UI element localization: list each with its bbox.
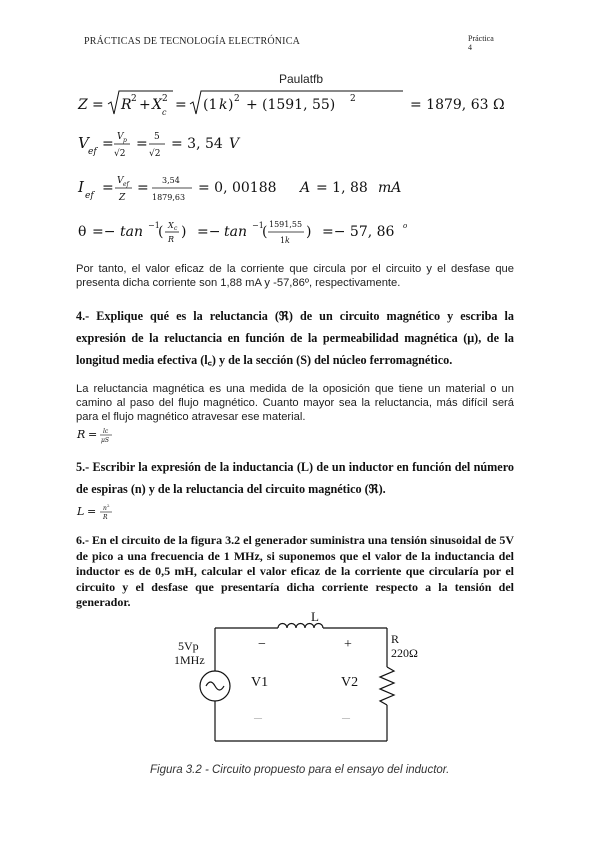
svg-text:A: A [300,180,311,196]
practice-label: Práctica [468,34,494,43]
formula-reluctance-graphic [76,424,136,446]
source-voltage: 5Vp [178,639,199,653]
practice-number [468,34,494,52]
svg-text:= 0, 00188: = 0, 00188 [198,180,277,196]
equation-phase [76,214,456,250]
conclusion-paragraph: Por tanto, el valor eficaz de la corriente que circula por el circuito y el desfase que presenta dicha corriente son 1,88 mA y -57,86º, respectivamente. [76,263,514,289]
formula-inductance [76,502,136,524]
svg-text:ef: ef [123,181,129,188]
svg-text:√2: √2 [114,149,126,159]
svg-text:(1: (1 [203,97,218,113]
svg-text:= 3, 54: = 3, 54 [171,136,223,152]
svg-text:lc: lc [103,428,109,435]
svg-text:−1: −1 [252,221,264,230]
formula-reluctance [76,424,136,446]
bottom-mark-v1: — [254,713,262,722]
svg-text:X: X [168,221,174,230]
svg-text:−1: −1 [148,221,160,230]
svg-text:=: = [102,180,114,196]
svg-text:n: n [103,505,107,512]
svg-text:=: = [88,428,98,441]
svg-text:2: 2 [131,94,137,104]
svg-text:2: 2 [107,503,110,508]
svg-text:= 1879, 63 Ω: = 1879, 63 Ω [410,97,505,113]
equation-vef [76,126,276,162]
svg-text:=: = [92,97,104,113]
equation-impedance-graphic [76,86,536,120]
svg-text:=: = [102,136,114,152]
question-4: 4.- Explique qué es la reluctancia (ℜ) de un circuito magnético y escriba la expresión de la reluctancia en función de la permeabilidad magnética (μ), de la longitud media efectiva (l꜀) y de la sección (S) del núcleo ferromagnético. [76,309,514,367]
svg-text:= 1, 88: = 1, 88 [316,180,368,196]
v2-label: V2 [341,675,359,690]
svg-text:k: k [285,236,290,245]
resistor-value: 220Ω [391,646,418,660]
svg-text:μS: μS [101,437,110,444]
author-name: Paulatfb [279,72,324,86]
svg-text:2: 2 [162,94,168,104]
circuit-diagram [165,605,435,755]
svg-text:ef: ef [85,191,94,201]
svg-text:2: 2 [350,94,356,104]
equation-ief-graphic [76,170,456,206]
formula-inductance-graphic [76,502,136,524]
svg-text:(1591, 55): (1591, 55) [262,97,336,113]
svg-text:1879,63: 1879,63 [152,193,186,202]
svg-text:R: R [121,97,132,113]
svg-text:c: c [162,108,167,117]
circuit-figure [165,605,435,755]
svg-text:(: ( [262,224,268,240]
practice-num: 4 [468,43,472,52]
svg-text:V: V [117,176,124,186]
bottom-mark-v2: — [342,713,350,722]
svg-text:L: L [77,505,85,518]
minus-sign-v1: − [258,637,266,652]
resistor-label: R [391,632,400,646]
svg-text:=: = [136,136,148,152]
figure-caption: Figura 3.2 - Circuito propuesto para el ensayo del inductor. [150,764,450,776]
svg-text:ef: ef [88,147,97,157]
svg-text:θ: θ [78,224,87,240]
equation-vef-graphic [76,126,276,162]
equation-phase-graphic [76,214,456,250]
svg-text:(: ( [158,224,164,240]
svg-text:o: o [403,222,408,230]
svg-text:V: V [78,134,89,152]
svg-text:tan: tan [224,224,247,240]
question-5: 5.- Escribir la expresión de la inductancia (L) de un inductor en función del número de espiras (n) y de la reluctancia del circuito magnético (ℜ). [76,460,514,496]
svg-text:R: R [77,428,86,441]
equation-ief [76,170,456,206]
svg-text:p: p [123,137,127,144]
svg-text:): ) [228,97,234,113]
svg-text:1591,55: 1591,55 [269,220,303,229]
svg-text:=: = [87,505,97,518]
svg-text:+: + [246,97,258,113]
svg-text:1: 1 [280,236,286,245]
svg-text:3,54: 3,54 [162,176,180,185]
answer-4: La reluctancia magnética es una medida de la oposición que tiene un material o un camino al paso del flujo magnético. Cuanto mayor sea la reluctancia, más difícil será para el flujo magnético atravesar ese material. [76,383,514,423]
svg-text:k: k [219,97,228,113]
svg-text:=: = [137,180,149,196]
svg-text:): ) [306,224,312,240]
svg-text:): ) [181,224,187,240]
source-frequency: 1MHz [174,653,205,667]
svg-text:2: 2 [234,94,240,104]
svg-text:+: + [139,97,151,113]
svg-text:=: = [175,97,187,113]
svg-text:=−: =− [197,224,221,240]
running-header: PRÁCTICAS DE TECNOLOGÍA ELECTRÓNICA [84,36,300,47]
svg-text:Z: Z [78,97,88,113]
svg-text:R: R [168,235,175,244]
svg-text:Z: Z [119,193,126,203]
svg-text:5: 5 [154,132,160,142]
svg-text:V: V [117,132,124,142]
inductor-label: L [311,609,319,624]
v1-label: V1 [251,675,269,690]
plus-sign-v2: + [344,637,352,652]
svg-text:=− 57, 86: =− 57, 86 [322,224,395,240]
equation-impedance [76,86,536,120]
svg-text:=−: =− [92,224,116,240]
svg-text:mA: mA [378,180,402,196]
svg-text:X: X [152,97,162,113]
question-6: 6.- En el circuito de la figura 3.2 el generador suministra una tensión sinusoidal de 5V de pico a una frecuencia de 1 MHz, si suponemos que el valor de la inductancia del inductor es de 0,5 mH, calcular el valor eficaz de la corriente que circularía por el circuito y el desfase que presentaría dicha corriente respecto a la tensión del generador. [76,533,514,609]
svg-text:V: V [229,136,240,152]
svg-text:c: c [174,225,178,232]
svg-text:√2: √2 [149,149,161,159]
svg-text:tan: tan [120,224,143,240]
svg-text:I: I [78,178,84,196]
svg-text:R: R [103,514,108,521]
